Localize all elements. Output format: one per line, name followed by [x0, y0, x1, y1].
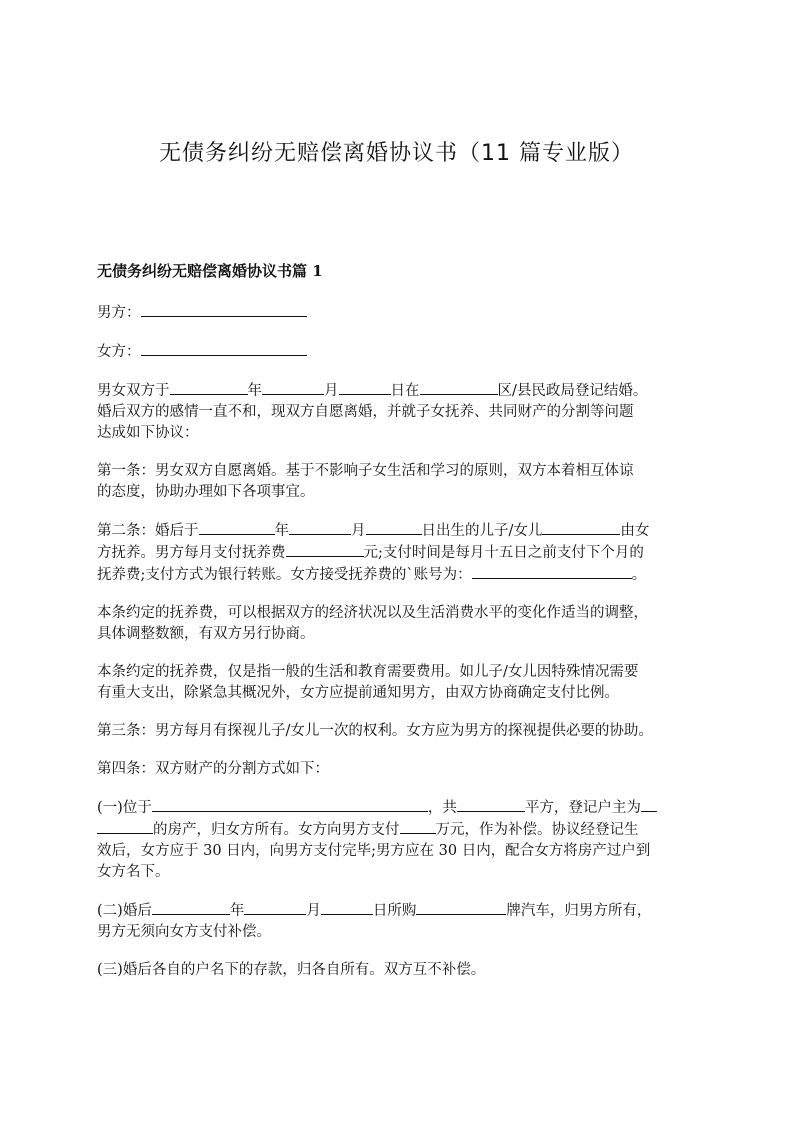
- text-span: 由女: [620, 523, 650, 539]
- text-span: 抚养费;支付方式为银行转账。女方接受抚养费的`账号为：: [97, 567, 472, 583]
- woman-field-line: [97, 341, 707, 363]
- day-blank: [339, 380, 391, 395]
- text-span: 月: [351, 523, 366, 539]
- text-span: 第二条：婚后于: [97, 523, 199, 539]
- support-adjustment-clause: [97, 603, 707, 645]
- day-blank: [366, 520, 422, 535]
- year-blank: [170, 380, 248, 395]
- area-blank: [457, 797, 525, 812]
- compensation-blank: [400, 819, 436, 834]
- man-blank: [141, 302, 307, 317]
- text-span: ，共: [427, 800, 457, 816]
- support-amount-blank: [286, 542, 364, 557]
- account-number-blank: [472, 564, 632, 579]
- paragraph-line: [97, 564, 707, 586]
- paragraph-line: [97, 542, 707, 564]
- paragraph-line: 本条约定的抚养费，可以根据双方的经济状况以及生活消费水平的变化作适当的调整，: [97, 605, 648, 621]
- paragraph-line: 有重大支出，除紧急其概况外，女方应提前通知男方，由双方协商确定支付比例。: [97, 685, 619, 701]
- paragraph-line: [97, 900, 707, 922]
- property-item-3: (三)婚后各自的户名下的存款，归各自所有。双方互不补偿。: [97, 962, 486, 978]
- month-blank: [244, 900, 306, 915]
- year-blank: [199, 520, 275, 535]
- paragraph-line: 本条约定的抚养费，仅是指一般的生活和教育需要费用。如儿子/女儿因特殊情况需要: [97, 664, 639, 680]
- woman-blank: [141, 341, 307, 356]
- text-span: 元;支付时间是每月十五日之前支付下个月的: [363, 545, 644, 561]
- district-blank: [420, 380, 498, 395]
- text-span: (一)位于: [97, 800, 152, 816]
- text-span: 日在: [390, 383, 420, 399]
- paragraph-line: [97, 819, 707, 841]
- car-brand-blank: [416, 900, 506, 915]
- article-3: 第三条：男方每月有探视儿子/女儿一次的权利。女方应为男方的探视提供必要的协助。: [97, 723, 653, 739]
- text-span: 万元，作为补偿。协议经登记生: [435, 822, 639, 838]
- paragraph-line: [97, 797, 707, 819]
- property-location-blank: [152, 797, 428, 812]
- text-span: 月: [324, 383, 339, 399]
- text-span: 牌汽车，归男方所有，: [506, 903, 652, 919]
- text-span: 日出生的儿子/女儿: [421, 523, 543, 539]
- owner-blank-cont: [97, 819, 153, 834]
- support-scope-clause: [97, 662, 707, 704]
- text-span: 男女双方于: [97, 383, 170, 399]
- woman-label: 女方：: [97, 344, 141, 360]
- text-span: 的房产，归女方所有。女方向男方支付: [153, 822, 400, 838]
- paragraph-line: [97, 520, 707, 542]
- paragraph-line: 女方名下。: [97, 864, 170, 880]
- text-span: 日所购: [372, 903, 417, 919]
- text-span: 区/县民政局登记结婚。: [497, 383, 648, 399]
- paragraph-line: 达成如下协议：: [97, 425, 199, 441]
- paragraph-line: 第一条：男女双方自愿离婚。基于不影响子女生活和学习的原则，双方本着相互体谅: [97, 463, 634, 479]
- text-span: 年: [229, 903, 245, 919]
- man-label: 男方：: [97, 305, 141, 321]
- month-blank: [289, 520, 351, 535]
- paragraph-line: 婚后双方的感情一直不和，现双方自愿离婚，并就子女抚养、共同财产的分割等问题: [97, 404, 634, 420]
- paragraph-line: [97, 380, 707, 402]
- text-span: 方抚养。男方每月支付抚养费: [97, 545, 286, 561]
- property-item-1: [97, 797, 707, 883]
- property-item-2: [97, 900, 707, 943]
- text-span: (二)婚后: [97, 903, 152, 919]
- paragraph-line: 效后，女方应于 30 日内，向男方支付完毕;男方应在 30 日内，配合女方将房产过户到: [97, 843, 651, 859]
- document-title: 无债务纠纷无赔偿离婚协议书（11 篇专业版）: [159, 141, 634, 166]
- day-blank: [321, 900, 373, 915]
- text-span: 平方，登记户主为: [524, 800, 641, 816]
- article-4: 第四条：双方财产的分割方式如下：: [97, 761, 329, 777]
- paragraph-line: 男方无须向女方支付补偿。: [97, 924, 271, 940]
- article-1: [97, 461, 707, 503]
- year-blank: [152, 900, 230, 915]
- text-span: 年: [247, 383, 262, 399]
- child-name-blank: [542, 520, 620, 535]
- section-heading: 无债务纠纷无赔偿离婚协议书篇 1: [97, 262, 323, 280]
- document-body: [97, 302, 707, 998]
- article-2: [97, 520, 707, 586]
- text-span: 年: [274, 523, 289, 539]
- text-span: 月: [306, 903, 321, 919]
- paragraph-line: 具体调整数额，有双方另行协商。: [97, 626, 315, 642]
- paragraph-marriage-registration: [97, 380, 707, 444]
- paragraph-line: 的态度，协助办理如下各项事宜。: [97, 484, 315, 500]
- text-span: 。: [631, 567, 647, 583]
- man-field-line: [97, 302, 707, 324]
- owner-blank: [641, 797, 657, 812]
- month-blank: [262, 380, 324, 395]
